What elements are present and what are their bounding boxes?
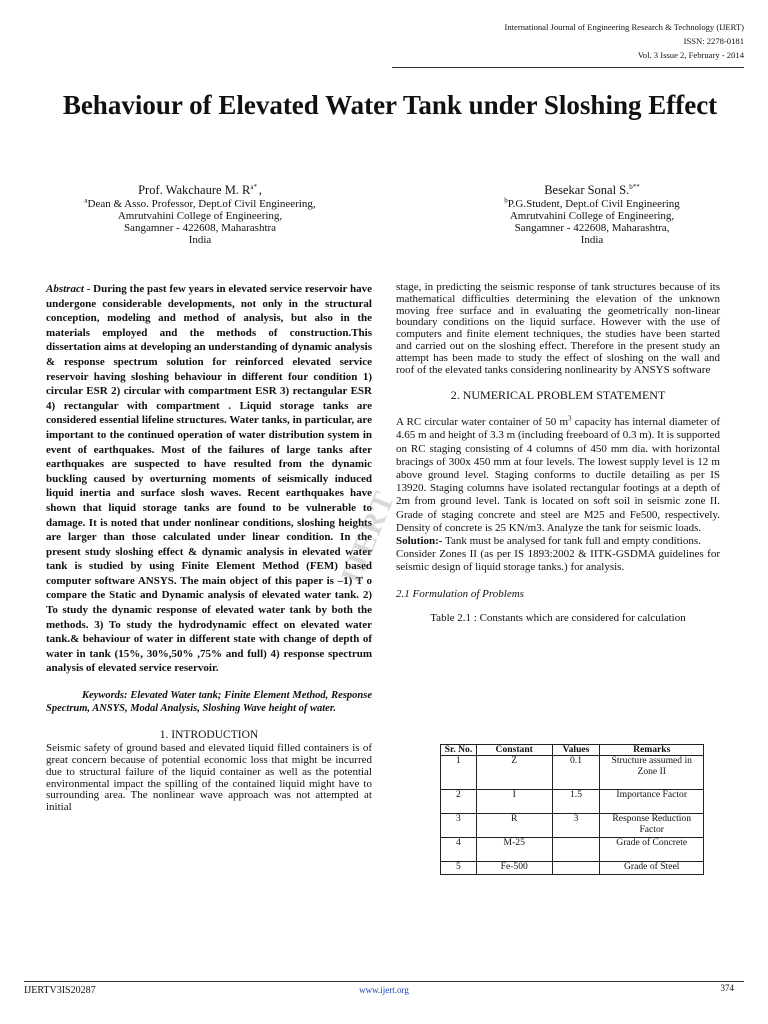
- table-cell: 4: [441, 838, 477, 862]
- table-cell: Z: [476, 756, 552, 790]
- consider-paragraph: Consider Zones II (as per IS 1893:2002 & IITK-GSDMA guidelines for seismic design of liquid storage tanks.) for analysis.: [396, 548, 720, 574]
- table-cell: R: [476, 814, 552, 838]
- table-cell: 3: [441, 814, 477, 838]
- right-column: [396, 282, 720, 625]
- paper-title: Behaviour of Elevated Water Tank under Sloshing Effect: [62, 90, 718, 120]
- author-college: Amrutvahini College of Engineering,: [509, 210, 675, 222]
- journal-volume: Vol. 3 Issue 2, February - 2014: [637, 50, 744, 60]
- solution-label: Solution:-: [396, 535, 443, 547]
- author-country: India: [580, 234, 604, 246]
- journal-name: International Journal of Engineering Research & Technology (IJERT): [504, 22, 744, 32]
- author-affiliation: $^a$Dean & Asso. Professor, Dept.of Civil Engineering,: [84, 196, 316, 210]
- journal-header: [344, 20, 744, 62]
- table-header-row: [441, 745, 704, 756]
- table-header-cell: Sr. No.: [441, 745, 477, 756]
- table-cell: [552, 838, 600, 862]
- journal-issn: ISSN: 2278-0181: [683, 36, 744, 46]
- table-cell: [552, 862, 600, 875]
- author-affiliation: $^b$P.G.Student, Dept.of Civil Engineering: [504, 196, 680, 210]
- table-header-cell: Constant: [476, 745, 552, 756]
- table-cell: Fe-500: [476, 862, 552, 875]
- problem-statement: A RC circular water container of 50 $m^3$ capacity has internal diameter of 4.65 m and height of 3.3 m (including freeboard of 0.3 m). It is supported on RC staging consisting of 4 columns of 450 mm dia. with horizontal bracings of 300x 450 mm at four levels. The lowest supply level is 12 m above ground level. Staging conforms to ductile detailing as per IS 13920. Staging columns have isolated rectangular footings at a depth of 2m from ground level. Tank is located on soft soil in seismic zone II. Grade of staging concrete and steel are M25 and Fe500, respectively. Density of concrete is 25 KN/m3. Analyze the tank for seismic loads.: [396, 414, 720, 534]
- author-city: Sangamner - 422608, Maharashtra: [123, 222, 277, 234]
- table-cell: I: [476, 790, 552, 814]
- table-cell: 3: [552, 814, 600, 838]
- keywords: Keywords: Elevated Water tank; Finite Element Method, Response Spectrum, ANSYS, Modal Analysis, Sloshing Wave height of water.: [46, 690, 372, 714]
- footer-rule: [24, 981, 744, 982]
- abstract: [46, 282, 372, 676]
- table-row: [441, 756, 704, 790]
- header-rule: [392, 67, 744, 68]
- table-cell: 1.5: [552, 790, 600, 814]
- introduction-text: Seismic safety of ground based and elevated liquid filled containers is of great concern because of potential economic loss that might be incurred due to structural failure of the liquid container as well as the potential environmental impact the spilling of the contained liquid might have to surrounding area. The nonlinear wave approach was not attempted at initial: [46, 742, 372, 814]
- table-cell: 0.1: [552, 756, 600, 790]
- watermark: IJERT: [334, 485, 402, 589]
- table-row: [441, 838, 704, 862]
- table-cell: Structure assumed in Zone II: [600, 756, 704, 790]
- section-heading: 2. NUMERICAL PROBLEM STATEMENT: [450, 388, 666, 403]
- table-cell: M-25: [476, 838, 552, 862]
- author-block-1: [40, 182, 360, 246]
- author-name: Besekar Sonal S.$^{b**}$: [544, 182, 640, 197]
- table-cell: 5: [441, 862, 477, 875]
- table-row: [441, 814, 704, 838]
- footer-page-number: 374: [720, 983, 734, 993]
- author-college: Amrutvahini College of Engineering,: [117, 210, 283, 222]
- author-block-2: [432, 182, 752, 246]
- footer-paper-id: IJERTV3IS20287: [24, 985, 96, 996]
- introduction-heading: 1. INTRODUCTION: [159, 729, 259, 742]
- author-city: Sangamner - 422608, Maharashtra,: [514, 222, 670, 234]
- left-column: [46, 282, 372, 814]
- table-row: [441, 790, 704, 814]
- introduction-continuation: stage, in predicting the seismic response of tank structures because of its mathematical difficulties determining the elevation of the unknown moving free surface and in evaluating the geometrically non-linear boundary conditions on the liquid surface. However with the use of computers and finite element techniques, the studies have been started and carried out on the sloshing effect. Therefore in the present study an attempt has been made to study the effect of sloshing on the wall and roof of the elevated tanks considering nonlinearity by ANSYS software: [396, 281, 720, 376]
- solution-paragraph: Solution:- Tank must be analysed for tank full and empty conditions.: [396, 535, 701, 547]
- table-row: [441, 862, 704, 875]
- table-caption: Table 2.1 : Constants which are considered for calculation: [430, 612, 686, 625]
- footer-website-link[interactable]: www.ijert.org: [359, 985, 409, 995]
- table-cell: Grade of Concrete: [600, 838, 704, 862]
- constants-table: [440, 744, 704, 875]
- abstract-label: Abstract: [46, 283, 84, 295]
- table-header-cell: Remarks: [600, 745, 704, 756]
- subsection-heading: 2.1 Formulation of Problems: [396, 587, 524, 600]
- abstract-text: - During the past few years in elevated service reservoir have undergone considerable developments, not only in the structural conception, modeling and method of analysis, but also in the materials employed and the methods of construction.This dissertation aims at developing an understanding of dynamic analysis & response spectrum solution for reinforced elevated service reservoir having sloshing behaviour in different four condition 1) circular ESR 2) circular with compartment ESR 3) rectangular ESR 4) rectangular with compartment . Liquid storage tanks are considered essential lifeline structures. Water tanks, in particular, are important to the continued operation of water distribution system in event of earthquakes. Most of the failures of large tanks after earthquakes are suspected to have resulted from the dynamic buckling caused by overturning moments of seismically induced liquid inertia and surface slosh waves. Recent earthquakes have shown that liquid storage tanks are found to be vulnerable to damage. It is noted that under nonlinear conditions, sloshing heights are larger than those calculated under linear condition. In the present study sloshing effect & dynamic analysis in elevated water tank is studied by using Finite Element Method (FEM) based computer software ANSYS. The main object of this paper is –1) T o compare the Static and Dynamic analysis of elevated water tank. 2) To study the dynamic response of elevated water tank by both the methods. 3) To study the hydrodynamic effect on elevated water tank.& behaviour of water in different state with change of depth of water in tank (15%, 30%,50% ,75% and full) 4) response spectrum analysis of elevated service reservoir.: [46, 283, 372, 675]
- author-country: India: [188, 234, 212, 246]
- table-header-cell: Values: [552, 745, 600, 756]
- table-cell: Importance Factor: [600, 790, 704, 814]
- author-name: Prof. Wakchaure M. $R^{a*}$ ,: [138, 182, 262, 197]
- table-cell: 2: [441, 790, 477, 814]
- table-cell: Grade of Steel: [600, 862, 704, 875]
- table-cell: Response Reduction Factor: [600, 814, 704, 838]
- table-cell: 1: [441, 756, 477, 790]
